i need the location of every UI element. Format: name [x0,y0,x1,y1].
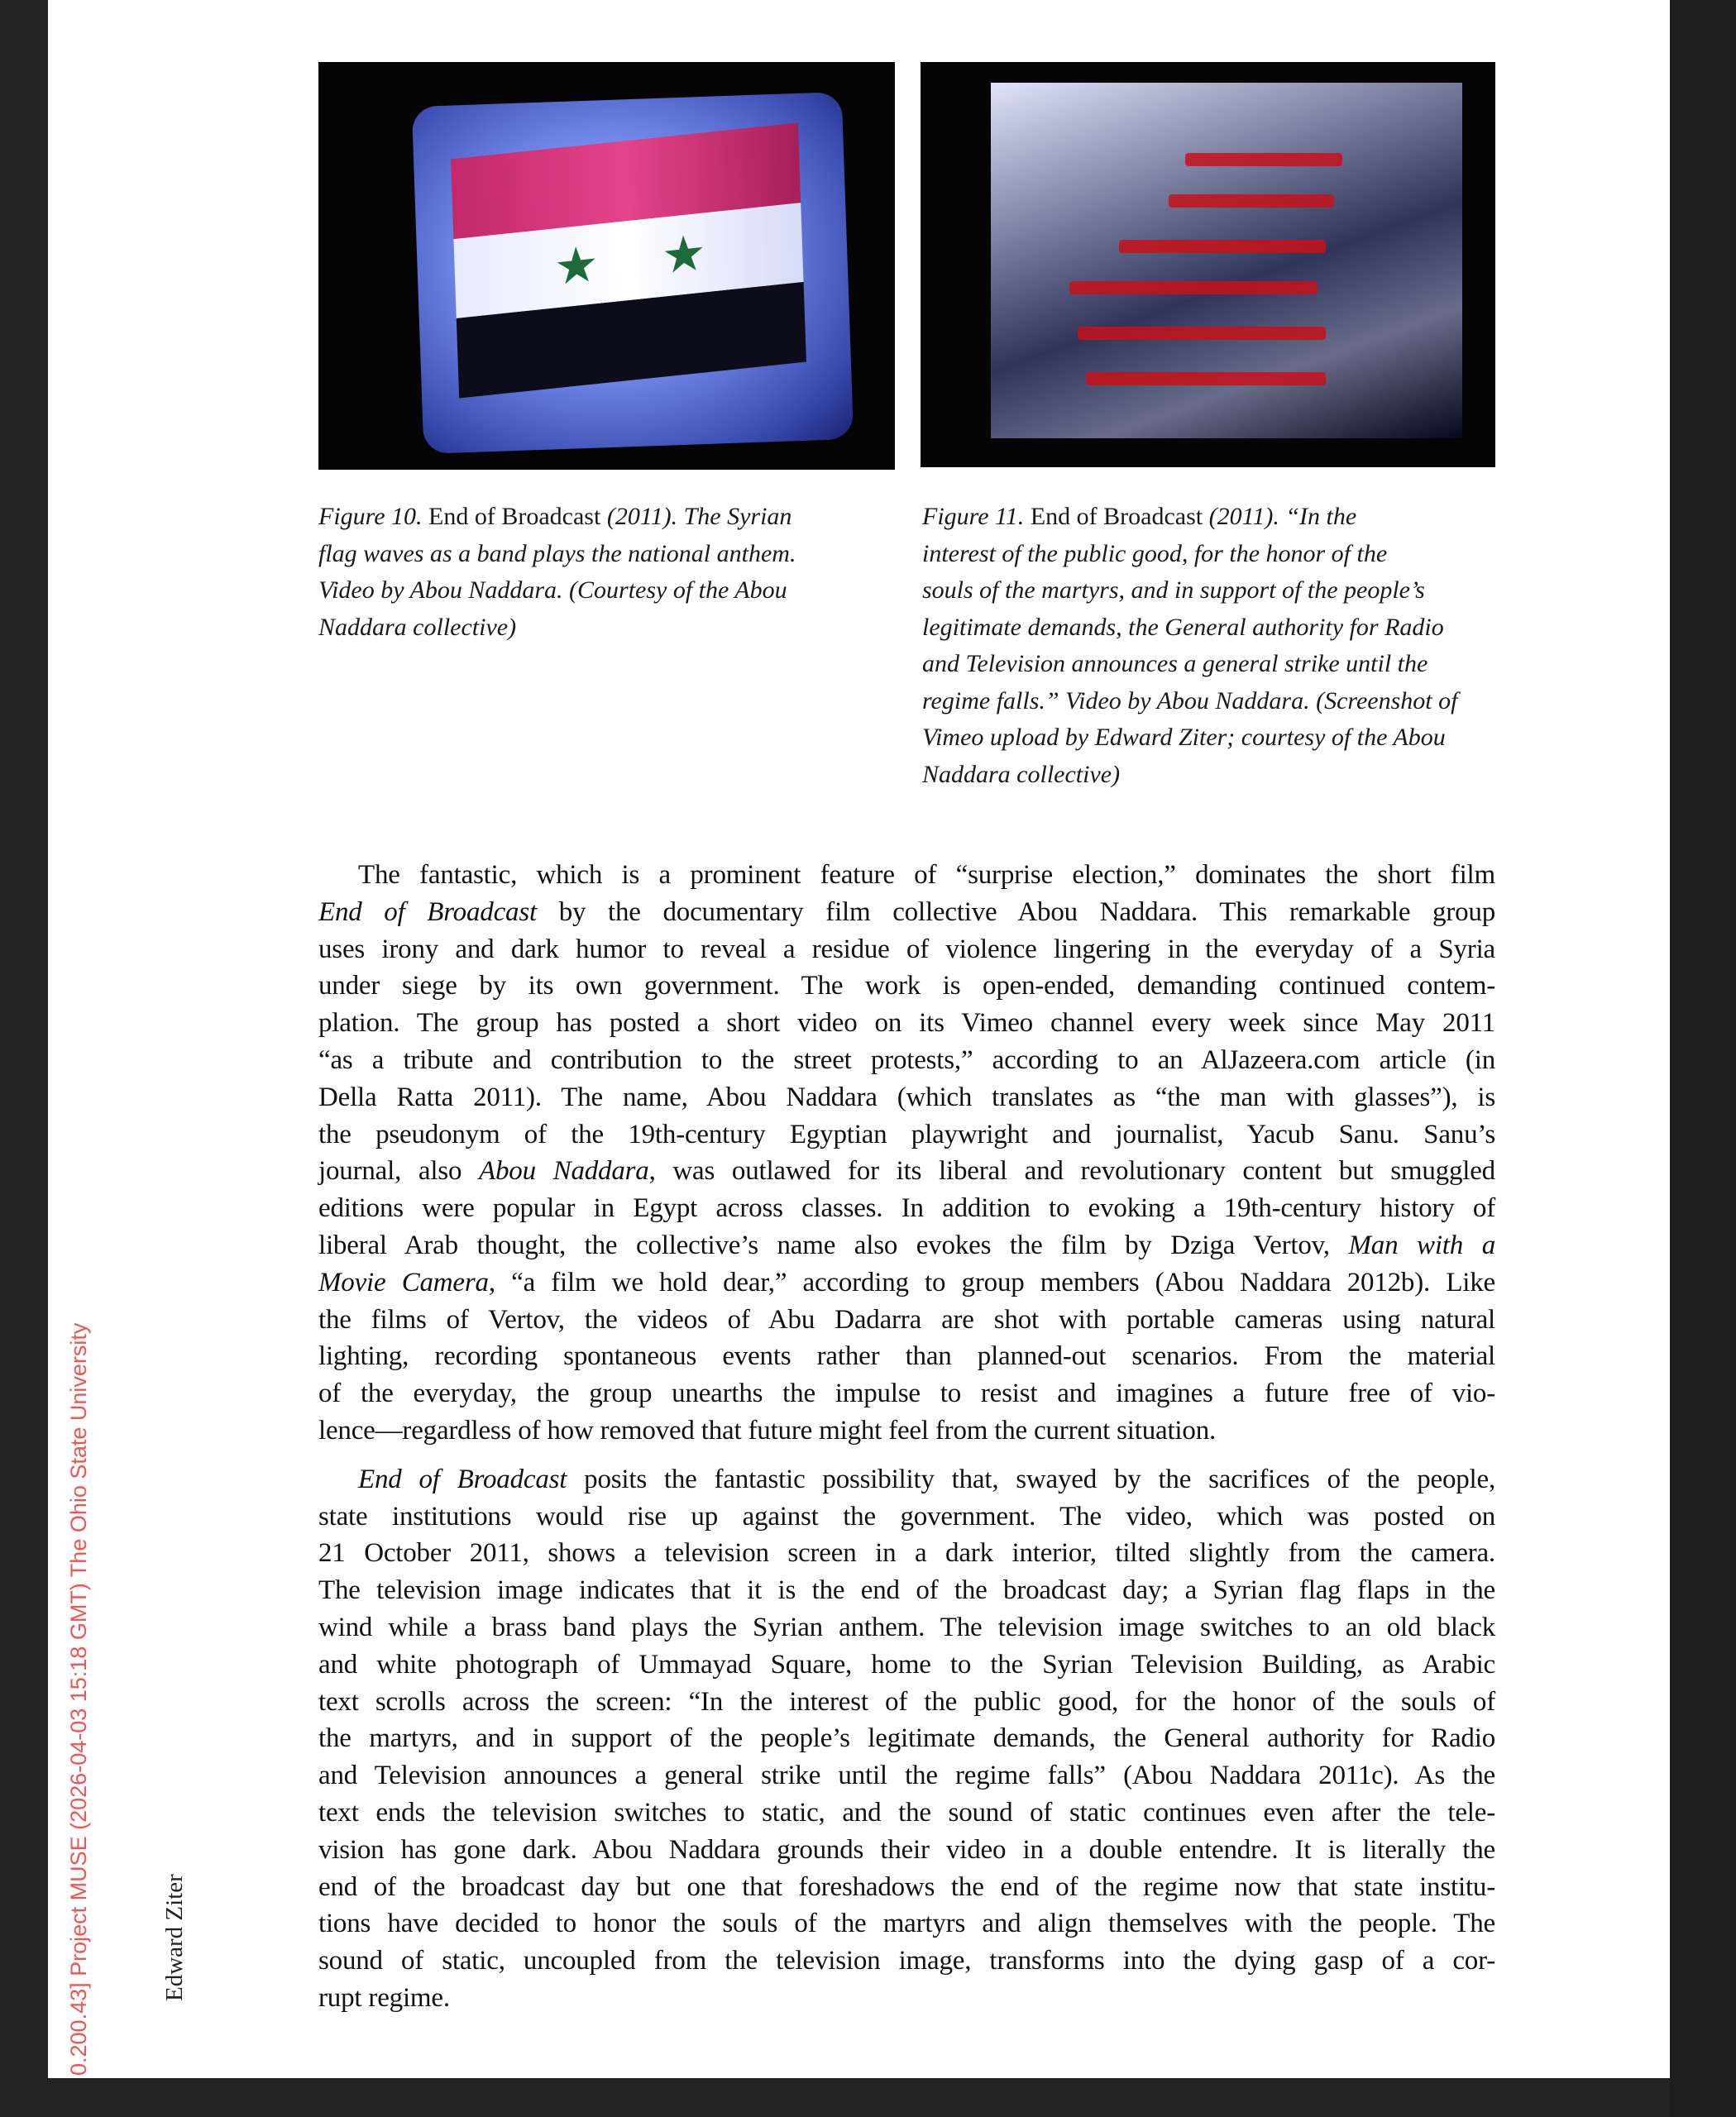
italic-text: (2011). The Syrian [606,503,792,530]
text-line [318,1375,1495,1412]
text-line [318,1684,1495,1721]
text-line [318,931,1495,968]
roman-text: text ends the television switches to static, and the sound of static continues even after the tele- [318,1797,1495,1828]
text-line [318,1302,1495,1339]
italic-text: interest of the public good, for the honor of the [922,539,1388,567]
figure-11-caption [922,499,1518,793]
roman-text: tions have decided to honor the souls of the martyrs and align themselves with the people. The [318,1909,1495,1939]
roman-text: End of Broadcast [1024,503,1209,530]
roman-text: plation. The group has posted a short video on its Vimeo channel every week since May 2011 [318,1008,1495,1039]
italic-text: regime falls.” Video by Abou Naddara. (Screenshot of [922,686,1458,714]
figure-10-caption [318,499,897,646]
roman-text: of the everyday, the group unearths the impulse to resist and imagines a future free of vio- [318,1379,1495,1409]
roman-text: by the documentary film collective Abou Naddara. This remarkable group [536,896,1495,927]
text-line [318,1646,1495,1684]
italic-text: Movie Camera [318,1267,489,1297]
italic-text: legitimate demands, the General authority for Radio [922,613,1444,641]
text-line [318,1720,1495,1757]
roman-text: journal, also [318,1156,480,1187]
text-line [922,646,1518,683]
roman-text: and white photograph of Ummayad Square, home to the Syrian Television Building, as Arabic [318,1649,1495,1680]
roman-text: editions were popular in Egypt across classes. In addition to evoking a 19th-century history of [318,1193,1495,1224]
roman-text: end of the broadcast day but one that foreshadows the end of the regime now that state institu- [318,1871,1495,1902]
text-line [318,1869,1495,1906]
paragraph [318,1461,1495,2017]
roman-text: “as a tribute and contribution to the street protests,” according to an AlJazeera.com article (in [318,1044,1495,1075]
text-line [922,683,1518,720]
figure-10-image [318,62,895,470]
roman-text: the films of Vertov, the videos of Abu Dadarra are shot with portable cameras using natural [318,1304,1495,1335]
text-line [318,1943,1495,1980]
text-line [318,1264,1495,1302]
text-line [318,1116,1495,1154]
italic-text: Abou Naddara [479,1156,649,1187]
roman-text: state institutions would rise up against the government. The video, which was posted on [318,1501,1495,1532]
roman-text: lence—regardless of how removed that future might feel from the current situation. [318,1415,1217,1446]
project-muse-watermark: 0.200.43] Project MUSE (2026-04-03 15:18 GMT) The Ohio State University [66,1322,91,2076]
italic-text: Video by Abou Naddara. (Courtesy of the Abou [318,576,787,604]
italic-text: (2011). “In the [1208,503,1357,530]
roman-text: rupt regime. [318,1982,450,2013]
italic-text: Naddara collective) [318,613,517,641]
text-line [318,857,1495,894]
italic-text: Naddara collective) [922,760,1121,788]
roman-text: vision has gone dark. Abou Naddara grounds their video in a double entendre. It is literally the [318,1834,1495,1865]
viewer-scrollbar-area[interactable] [1670,0,1736,2117]
text-line [318,1535,1495,1572]
roman-text: The fantastic, which is a prominent feature of “surprise election,” dominates the short film [358,860,1495,890]
text-line [318,1609,1495,1646]
roman-text: , “a film we hold dear,” according to group members (Abou Naddara 2012b). Like [488,1267,1495,1297]
text-line [318,1461,1495,1498]
text-line [318,968,1495,1005]
roman-text: uses irony and dark humor to reveal a residue of violence lingering in the everyday of a Syria [318,934,1495,964]
body-text [318,857,1495,2017]
text-line [922,609,1518,647]
text-line [318,1079,1495,1116]
roman-text: liberal Arab thought, the collective’s name also evokes the film by Dziga Vertov, [318,1230,1349,1260]
roman-text: wind while a brass band plays the Syrian anthem. The television image switches to an old black [318,1612,1495,1642]
text-line [318,536,897,573]
text-line [318,609,897,647]
roman-text: sound of static, uncoupled from the television image, transforms into the dying gasp of a cor- [318,1946,1495,1976]
roman-text: and Television announces a general strike until the regime falls” (Abou Naddara 2011c). As the [318,1761,1495,1791]
text-line [318,1498,1495,1536]
text-line [318,1905,1495,1943]
text-line [318,1005,1495,1042]
italic-text: and Television announces a general strike until the [922,650,1428,677]
roman-text: the pseudonym of the 19th-century Egyptian playwright and journalist, Yacub Sanu. Sanu’s [318,1119,1495,1149]
italic-text: Figure 11. [922,503,1025,530]
roman-text: , was outlawed for its liberal and revolutionary content but smuggled [648,1156,1495,1187]
text-line [922,499,1518,536]
roman-text: lighting, recording spontaneous events rather than planned-out scenarios. From the material [318,1341,1495,1372]
figure-11-image [921,62,1495,467]
text-line [922,536,1518,573]
text-line [318,1042,1495,1079]
text-line [318,1572,1495,1609]
text-line [318,1190,1495,1227]
text-line [922,757,1518,794]
text-line [318,1794,1495,1832]
italic-text: End of Broadcast [318,896,537,927]
text-line [318,1980,1495,2017]
roman-text: End of Broadcast [422,503,607,530]
roman-text: text scrolls across the screen: “In the interest of the public good, for the honor of the souls of [318,1686,1495,1717]
text-line [318,1227,1495,1264]
text-line [318,1832,1495,1869]
italic-text: Vimeo upload by Edward Ziter; courtesy of the Abou [922,724,1446,751]
paragraph [318,857,1495,1450]
roman-text: 21 October 2011, shows a television screen in a dark interior, tilted slightly from the camera. [318,1538,1495,1569]
roman-text: the martyrs, and in support of the people’s legitimate demands, the General authority for Radio [318,1723,1495,1754]
text-line [318,1757,1495,1794]
text-line [318,1153,1495,1190]
roman-text: The television image indicates that it is the end of the broadcast day; a Syrian flag flaps in the [318,1575,1495,1606]
roman-text: Della Ratta 2011). The name, Abou Naddara (which translates as “the man with glasses”), is [318,1082,1495,1112]
roman-text: under siege by its own government. The work is open-ended, demanding continued contem- [318,971,1495,1001]
text-line [318,572,897,609]
text-line [318,1412,1495,1450]
text-line [318,499,897,536]
text-line [922,719,1518,757]
italic-text: Man with a [1348,1230,1496,1260]
italic-text: flag waves as a band plays the national anthem. [318,539,796,567]
running-head-author: Edward Ziter [161,1874,188,2001]
text-line [922,572,1518,609]
roman-text: posits the fantastic possibility that, swayed by the sacrifices of the people, [567,1464,1496,1494]
text-line [318,894,1495,931]
syrian-flag-image: ★ ★ [451,122,806,398]
text-line [318,1338,1495,1375]
italic-text: End of Broadcast [358,1464,567,1494]
italic-text: souls of the martyrs, and in support of the people’s [922,576,1425,604]
italic-text: Figure 10. [318,503,423,530]
